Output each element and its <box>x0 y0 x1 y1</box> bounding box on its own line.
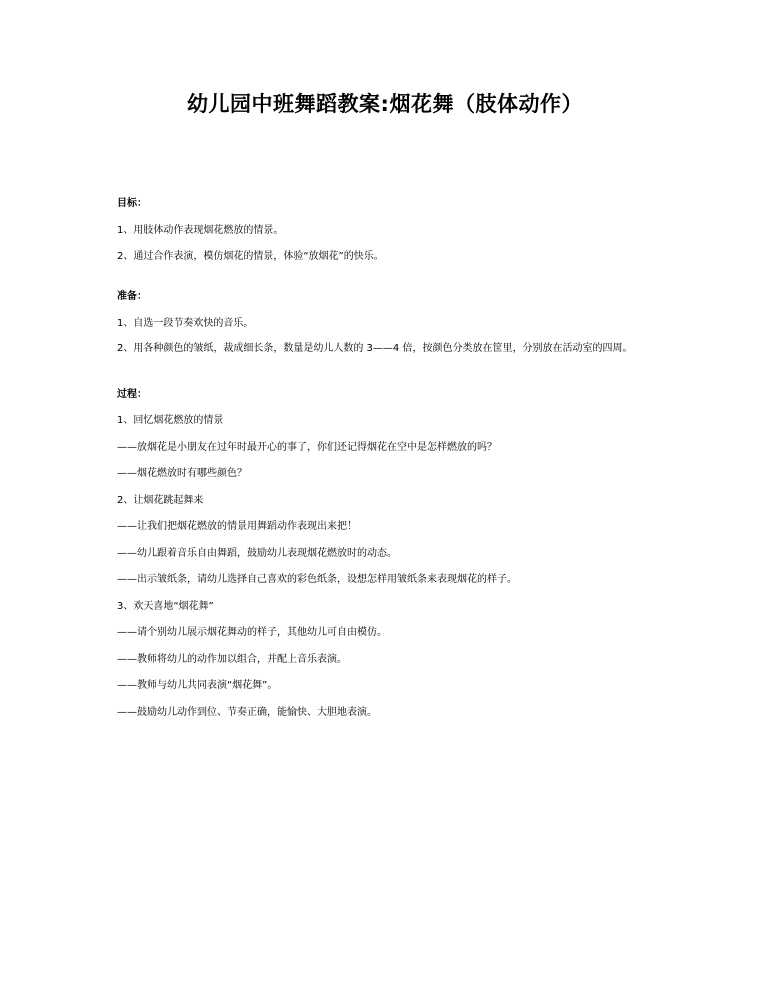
list-item: ——出示皱纸条，请幼儿选择自己喜欢的彩色纸条，设想怎样用皱纸条来表现烟花的样子。 <box>117 574 517 585</box>
list-item: ——让我们把烟花燃放的情景用舞蹈动作表现出来把！ <box>117 521 357 532</box>
list-item: ——放烟花是小朋友在过年时最开心的事了，你们还记得烟花在空中是怎样燃放的吗？ <box>117 441 497 453</box>
list-item: ——烟花燃放时有哪些颜色？ <box>117 468 247 479</box>
list-item: ——教师将幼儿的动作加以组合，并配上音乐表演。 <box>117 653 347 665</box>
list-item: 1、回忆烟花燃放的情景 <box>117 415 224 426</box>
section-goals <box>117 196 677 264</box>
section-preparation <box>117 289 677 362</box>
list-item: 1、自选一段节奏欢快的音乐。 <box>117 317 254 329</box>
page-title: 幼儿园中班舞蹈教案:烟花舞（肢体动作） <box>187 92 583 116</box>
list-item: ——鼓励幼儿动作到位、节奏正确，能愉快、大胆地表演。 <box>117 706 377 718</box>
list-item: 2、让烟花跳起舞来 <box>117 494 204 506</box>
lesson-body <box>117 196 677 720</box>
section-heading: 过程： <box>117 388 147 400</box>
section-heading: 准备： <box>117 291 147 302</box>
list-item: ——教师与幼儿共同表演“烟花舞”。 <box>117 680 278 691</box>
list-item: 3、欢天喜地“烟花舞” <box>117 600 214 612</box>
list-item: ——请个别幼儿展示烟花舞动的样子，其他幼儿可自由模仿。 <box>117 627 387 638</box>
section-heading: 目标： <box>117 198 147 209</box>
list-item: 1、用肢体动作表现烟花燃放的情景。 <box>117 224 284 236</box>
list-item: 2、通过合作表演，模仿烟花的情景，体验“放烟花”的快乐。 <box>117 251 384 262</box>
section-process <box>117 387 677 720</box>
list-item: ——幼儿跟着音乐自由舞蹈，鼓励幼儿表现烟花燃放时的动态。 <box>117 547 397 559</box>
list-item: 2、用各种颜色的皱纸，裁成细长条，数量是幼儿人数的 3——4 倍，按颜色分类放在筐里，分别放在活动室的四周。 <box>117 342 633 354</box>
